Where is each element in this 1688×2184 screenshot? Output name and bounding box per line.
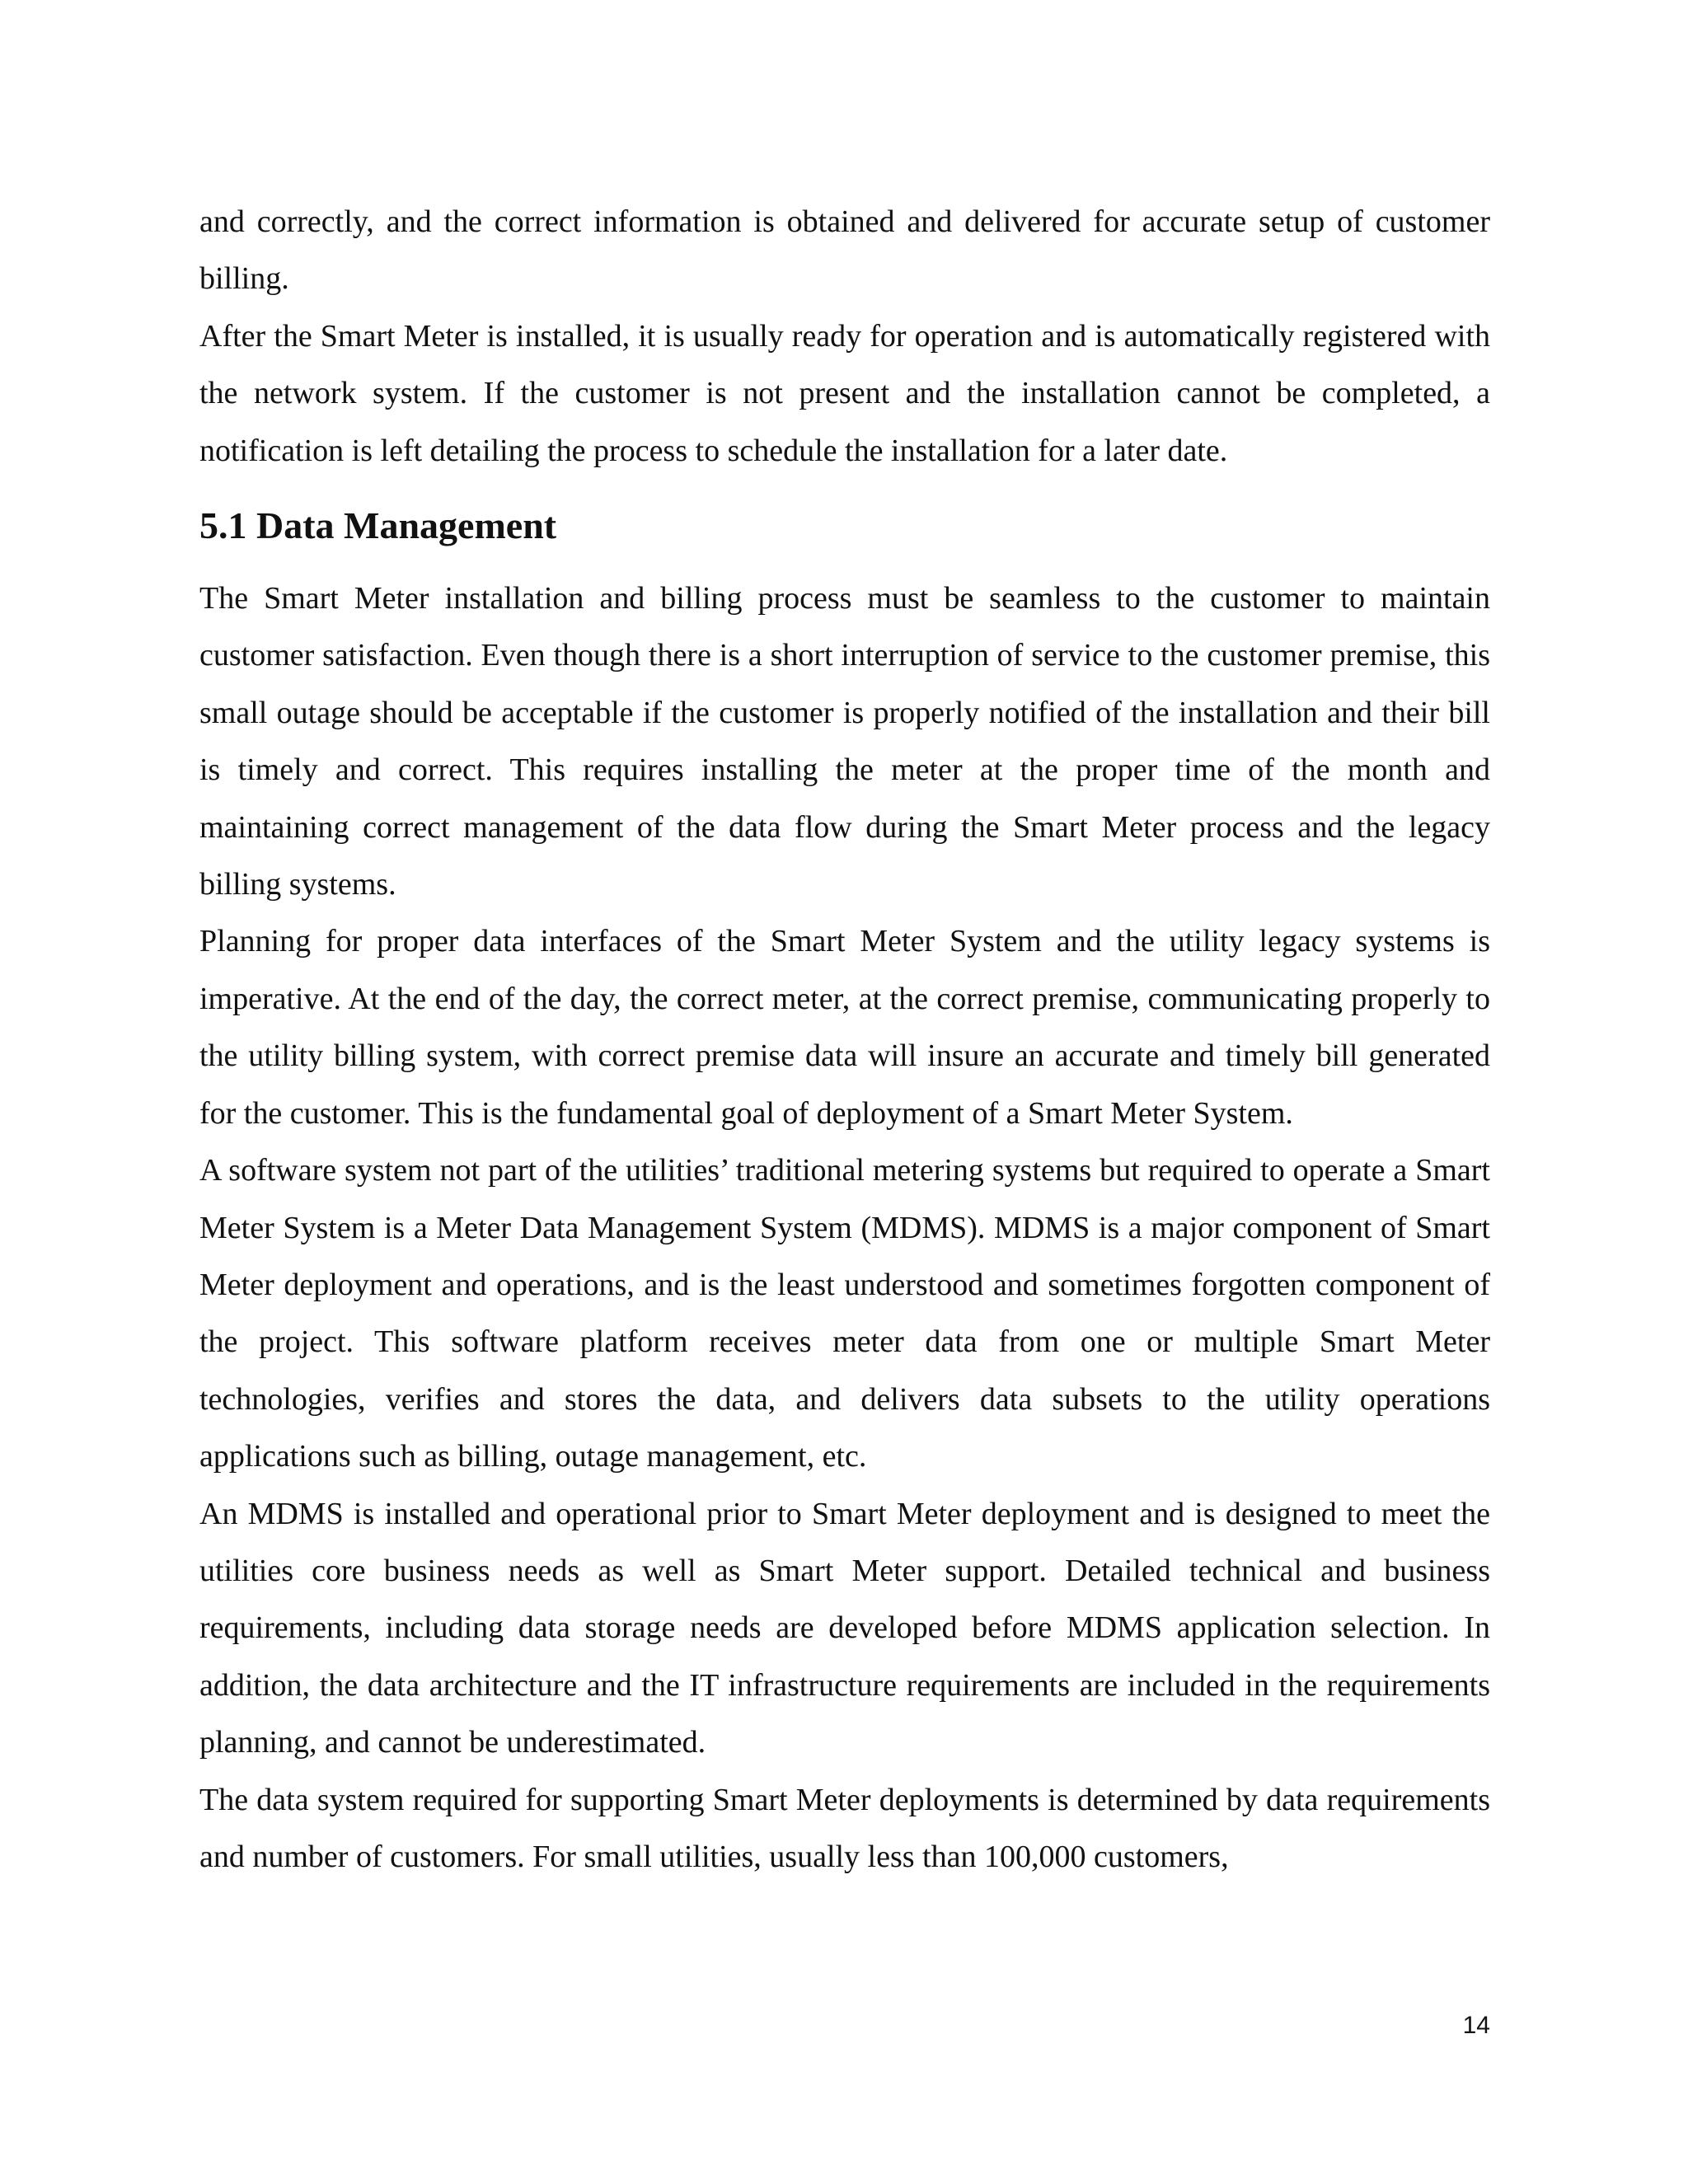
section-body xyxy=(199,570,1490,1886)
page-number: 14 xyxy=(1462,2012,1490,2039)
paragraph-installation-billing: The Smart Meter installation and billing process must be seamless to the customer to maintain customer satisfaction. Even though there is a short interruption of service to the customer premise, this small outage should be acceptable if the customer is properly notified of the installation and their bill is timely and correct. This requires installing the meter at the proper time of the month and maintaining correct management of the data flow during the Smart Meter process and the legacy billing systems. xyxy=(199,581,1490,902)
page-content xyxy=(199,194,1490,1886)
paragraph-data-interfaces: Planning for proper data interfaces of the Smart Meter System and the utility legacy systems is imperative. At the end of the day, the correct meter, at the correct premise, communicating properly to the utility billing system, with correct premise data will insure an accurate and timely bill generated for the customer. This is the fundamental goal of deployment of a Smart Meter System. xyxy=(199,924,1490,1131)
section-heading: 5.1 Data Management xyxy=(199,504,557,547)
intro-paragraph-billing: and correctly, and the correct information is obtained and delivered for accurate setup of customer billing. xyxy=(199,204,1490,297)
paragraph-data-system: The data system required for supporting Smart Meter deployments is determined by data requirements and number of customers. For small utilities, usually less than 100,000 customers, xyxy=(199,1782,1490,1874)
intro-paragraph-installation: After the Smart Meter is installed, it is usually ready for operation and is automatically registered with the network system. If the customer is not present and the installation cannot be completed, a notification is left detailing the process to schedule the installation for a later date. xyxy=(199,318,1490,468)
paragraph-mdms-requirements: An MDMS is installed and operational prior to Smart Meter deployment and is designed to meet the utilities core business needs as well as Smart Meter support. Detailed technical and business requirements, including data storage needs are developed before MDMS application selection. In addition, the data architecture and the IT infrastructure requirements are included in the requirements planning, and cannot be underestimated. xyxy=(199,1496,1490,1760)
paragraph-mdms-definition: A software system not part of the utilities’ traditional metering systems but required to operate a Smart Meter System is a Meter Data Management System (MDMS). MDMS is a major component of Smart Meter deployment and operations, and is the least understood and sometimes forgotten component of the project. This software platform receives meter data from one or multiple Smart Meter technologies, verifies and stores the data, and delivers data subsets to the utility operations applications such as billing, outage management, etc. xyxy=(199,1153,1490,1474)
